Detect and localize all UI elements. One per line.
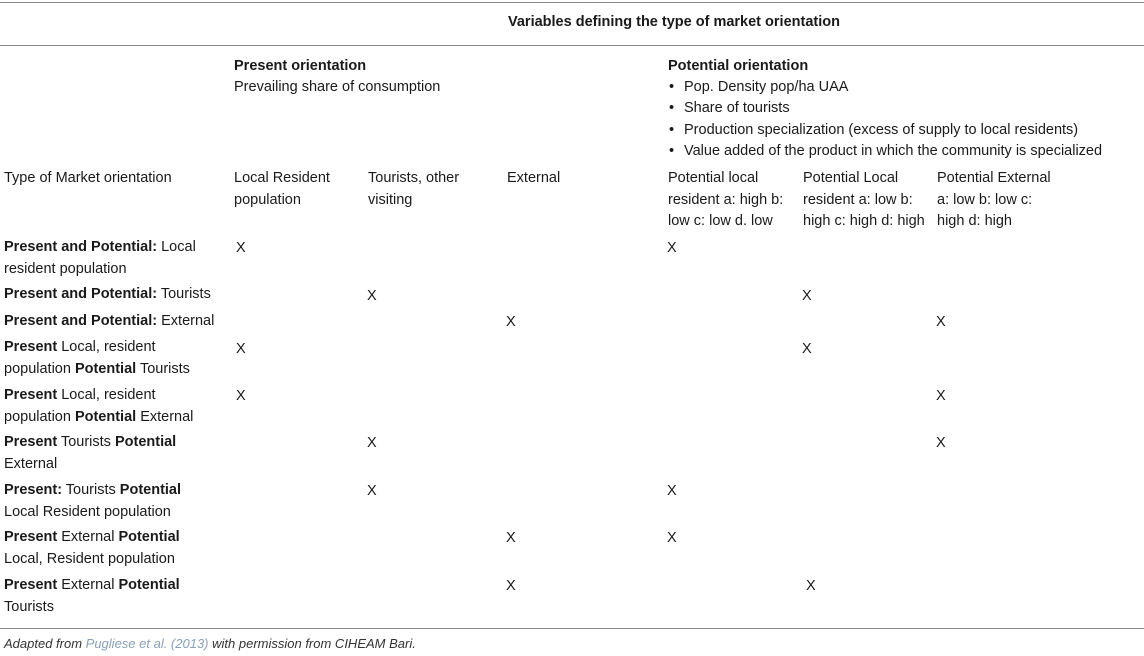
row-label-text: External: [157, 313, 215, 329]
group-title: Variables defining the type of market orientation: [508, 14, 840, 30]
row-label-text: Local, resident: [57, 387, 156, 403]
row-label-line: [4, 237, 196, 259]
table-row: [4, 284, 211, 306]
row-label-line: [4, 575, 180, 597]
row-label-text: population: [4, 360, 75, 377]
potential-orientation-title: Potential orientation: [668, 58, 809, 74]
row-label-line: [4, 311, 214, 333]
row-label-bold: Present: [4, 387, 58, 403]
row-label-line: [4, 359, 190, 381]
table-bottom-rule: [0, 628, 1144, 629]
row-label-text: Tourists: [136, 360, 190, 377]
header-line: a: low b: low c:: [937, 191, 1033, 208]
header-line: Potential local: [668, 170, 759, 186]
header-line: population: [234, 191, 301, 208]
mark-cell: X: [506, 578, 516, 594]
potential-variables-list: [668, 77, 1102, 162]
mark-cell: X: [936, 388, 946, 404]
row-label-line: [4, 480, 181, 502]
present-orientation-title: Present orientation: [234, 58, 367, 74]
row-label-bold: Present: [4, 339, 58, 355]
row-label-text: External: [57, 529, 119, 545]
row-label-line: Local Resident population: [4, 503, 171, 520]
row-label-text: External: [57, 577, 119, 593]
row-label-line: External: [4, 455, 58, 472]
mark-cell: X: [236, 388, 246, 404]
row-label-bold: Potential: [114, 434, 177, 450]
table-row: [4, 575, 180, 618]
header-line: resident a: low b:: [803, 191, 913, 208]
mark-cell: X: [802, 288, 812, 304]
table-row: [4, 237, 196, 280]
mark-cell: X: [236, 240, 246, 256]
header-line: Local Resident: [234, 170, 330, 186]
table-row: [4, 480, 181, 523]
header-line: high c: high d: high: [803, 213, 925, 229]
row-label-line: [4, 432, 176, 454]
table-row: [4, 337, 190, 380]
row-label-bold: Potential: [74, 408, 137, 425]
row-label-line: Local, Resident population: [4, 550, 175, 567]
row-label-bold: Present and Potential:: [4, 313, 158, 329]
mark-cell: X: [367, 435, 377, 451]
mark-cell: X: [806, 578, 816, 594]
row-label-text: population: [4, 408, 75, 425]
list-item: • Pop. Density pop/ha UAA: [668, 77, 1102, 98]
citation-link[interactable]: Pugliese et al. (2013): [85, 636, 209, 651]
column-header-tourists: [368, 168, 459, 211]
mark-cell: X: [236, 341, 246, 357]
column-header-potential-external: [937, 168, 1051, 233]
row-label-bold: Potential: [118, 529, 180, 545]
table-row: [4, 385, 193, 428]
column-header-external: External: [507, 170, 561, 186]
column-header-type: Type of Market orientation: [4, 170, 172, 186]
header-line: high d: high: [937, 213, 1012, 229]
mark-cell: X: [667, 483, 677, 499]
footnote-text: with permission from CIHEAM Bari.: [208, 636, 416, 651]
row-label-bold: Potential: [119, 482, 182, 498]
mark-cell: X: [802, 341, 812, 357]
row-label-line: Tourists: [4, 598, 54, 615]
mark-cell: X: [667, 240, 677, 256]
row-label-line: [4, 284, 211, 306]
header-line: Tourists, other: [368, 170, 460, 186]
mark-cell: X: [936, 314, 946, 330]
row-label-line: [4, 527, 180, 549]
header-line: Potential External: [937, 170, 1051, 186]
row-label-text: External: [136, 408, 194, 425]
row-label-bold: Present and Potential:: [4, 239, 158, 255]
row-label-line: [4, 385, 193, 407]
mark-cell: X: [506, 530, 516, 546]
row-label-text: Local, resident: [57, 339, 156, 355]
list-item: • Share of tourists: [668, 98, 1102, 119]
list-item: • Production specialization (excess of supply to local residents): [668, 120, 1102, 141]
header-line: visiting: [368, 191, 413, 208]
column-header-potential-local: [668, 168, 783, 233]
row-label-bold: Present and Potential:: [4, 286, 158, 302]
row-label-line: [4, 337, 190, 359]
column-header-potential-local-2: [803, 168, 925, 233]
row-label-text: Tourists: [57, 434, 115, 450]
row-label-bold: Potential: [74, 360, 137, 377]
row-label-bold: Present: [4, 529, 58, 545]
footnote-text: Adapted from: [4, 636, 86, 651]
row-label-text: Local: [157, 239, 196, 255]
table-row: [4, 311, 214, 333]
table-row: [4, 432, 176, 475]
row-label-line: resident population: [4, 260, 127, 277]
mark-cell: X: [367, 288, 377, 304]
row-label-line: [4, 407, 193, 429]
row-label-bold: Present:: [4, 482, 63, 498]
table-top-rule: [0, 2, 1144, 3]
row-label-text: Tourists: [157, 286, 211, 302]
row-label-text: Tourists: [62, 482, 120, 498]
table-row: [4, 527, 180, 570]
list-item: • Value added of the product in which the community is specialized: [668, 141, 1102, 162]
row-label-bold: Present: [4, 434, 58, 450]
mark-cell: X: [936, 435, 946, 451]
row-label-bold: Present: [4, 577, 58, 593]
header-line: low c: low d. low: [668, 213, 773, 229]
mark-cell: X: [667, 530, 677, 546]
mark-cell: X: [506, 314, 516, 330]
row-label-bold: Potential: [118, 577, 180, 593]
mark-cell: X: [367, 483, 377, 499]
column-header-local-resident: [234, 168, 330, 211]
header-line: resident a: high b:: [668, 191, 784, 208]
present-orientation-subtitle: Prevailing share of consumption: [234, 79, 441, 95]
table-footnote: [4, 636, 416, 651]
group-header-rule: [0, 45, 1144, 46]
header-line: Potential Local: [803, 170, 899, 186]
